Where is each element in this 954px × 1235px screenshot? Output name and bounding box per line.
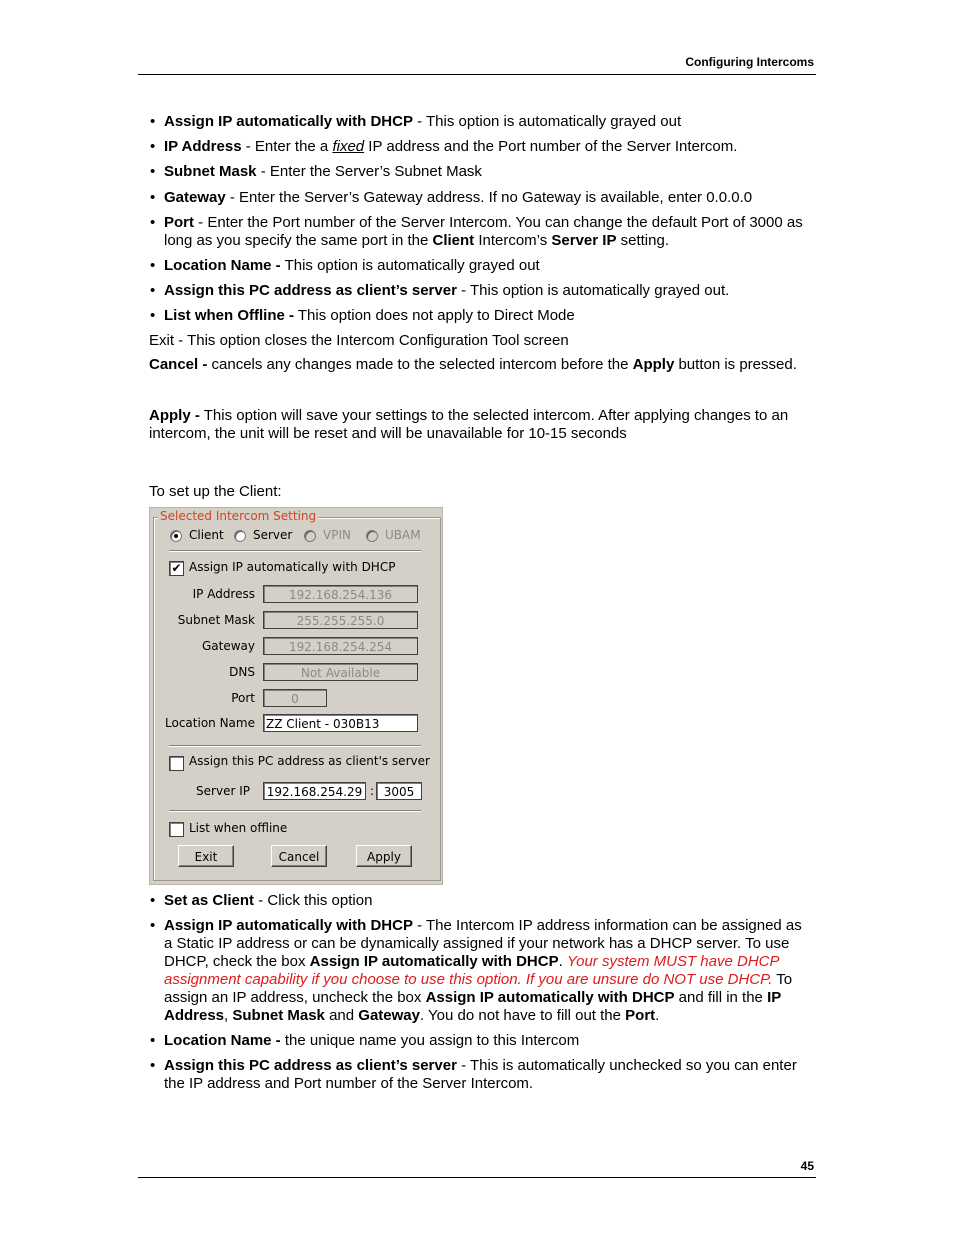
page-number: 45 — [800, 1159, 814, 1173]
radio-client-label: Client — [189, 528, 224, 542]
list-item: • Port - Enter the Port number of the Server Intercom. You can change the default Port of 3000 as long as you specify the same port in the Client Intercom’s Server IP setting. — [150, 214, 810, 250]
dns-label: DNS — [229, 665, 255, 679]
dhcp-label: Assign IP automatically with DHCP — [189, 560, 396, 574]
group-title: Selected Intercom Setting — [160, 509, 317, 523]
list-item: • Assign IP automatically with DHCP - This option is automatically grayed out — [150, 113, 810, 131]
list-item: • IP Address - Enter the a fixed IP address and the Port number of the Server Intercom. — [150, 138, 810, 156]
list-item: • Location Name - the unique name you assign to this Intercom — [150, 1032, 810, 1050]
radio-ubam[interactable] — [366, 530, 378, 542]
dhcp-checkbox[interactable]: ✔ — [169, 561, 184, 576]
list-item: • Assign this PC address as client’s server - This option is automatically grayed out. — [150, 282, 810, 300]
divider — [169, 745, 421, 747]
location-name-label: Location Name — [165, 716, 255, 730]
list-item: • Assign this PC address as client’s server - This is automatically unchecked so you can enter the IP address and Port number of the Server Intercom. — [150, 1057, 810, 1093]
ip-address-field[interactable]: 192.168.254.136 — [263, 585, 418, 603]
apply-button[interactable]: Apply — [356, 845, 412, 867]
port-field[interactable]: 0 — [263, 689, 327, 707]
radio-vpin[interactable] — [304, 530, 316, 542]
running-header: Configuring Intercoms — [685, 55, 814, 69]
radio-server-label: Server — [253, 528, 293, 542]
exit-description: Exit - This option closes the Intercom Configuration Tool screen — [149, 332, 569, 349]
divider — [169, 810, 421, 812]
exit-button[interactable]: Exit — [178, 845, 234, 867]
assign-pc-checkbox[interactable] — [169, 756, 184, 771]
radio-server[interactable] — [234, 530, 246, 542]
server-port-field[interactable]: 3005 — [376, 782, 422, 800]
ip-address-label: IP Address — [192, 587, 255, 601]
server-port-separator: : — [370, 784, 375, 798]
list-item: • Set as Client - Click this option — [150, 892, 810, 910]
gateway-label: Gateway — [201, 639, 255, 653]
list-item: • List when Offline - This option does not apply to Direct Mode — [150, 307, 810, 325]
option-list-server — [150, 113, 810, 325]
gateway-field[interactable]: 192.168.254.254 — [263, 637, 418, 655]
port-label: Port — [231, 691, 255, 705]
cancel-description: Cancel - cancels any changes made to the selected intercom before the Apply button is pressed. — [149, 356, 797, 373]
apply-description: Apply - This option will save your settings to the selected intercom. After applying changes to an intercom, the unit will be reset and will be unavailable for 10-15 seconds — [149, 407, 789, 442]
list-item: • Subnet Mask - Enter the Server’s Subnet Mask — [150, 163, 810, 181]
list-offline-checkbox[interactable] — [169, 822, 184, 837]
subnet-mask-label: Subnet Mask — [177, 613, 255, 627]
radio-client[interactable] — [170, 530, 182, 542]
server-ip-field[interactable]: 192.168.254.29 — [263, 782, 366, 800]
cancel-button[interactable]: Cancel — [271, 845, 327, 867]
intercom-settings-dialog — [149, 507, 443, 885]
list-item: • Location Name - This option is automatically grayed out — [150, 257, 810, 275]
footer-rule — [138, 1177, 816, 1178]
divider — [169, 550, 421, 552]
option-list-client — [150, 892, 810, 1093]
dhcp-warning: Your system MUST have DHCP assignment capability if you choose to use this option. If you are unsure do NOT use DHCP. — [164, 953, 779, 988]
list-item: • Assign IP automatically with DHCP - The Intercom IP address information can be assigned as a Static IP address or can be dynamically assigned if your network has a DHCP server. To use DHCP, check the box Assign IP automatically with DHCP. Your system MUST have DHCP assignment capability if you choose to use this option. If you are unsure do NOT use DHCP. To assign an IP address, uncheck the box Assign IP automatically with DHCP and fill in the IP Address, Subnet Mask and Gateway. You do not have to fill out the Port. — [150, 917, 810, 1025]
server-ip-label: Server IP — [196, 784, 250, 798]
list-offline-label: List when offline — [189, 821, 288, 835]
header-rule — [138, 74, 816, 75]
subnet-mask-field[interactable]: 255.255.255.0 — [263, 611, 418, 629]
list-item: • Gateway - Enter the Server’s Gateway address. If no Gateway is available, enter 0.0.0.0 — [150, 189, 810, 207]
radio-ubam-label: UBAM — [385, 528, 421, 542]
setup-intro: To set up the Client: — [149, 483, 282, 500]
radio-vpin-label: VPIN — [323, 528, 351, 542]
dns-field[interactable]: Not Available — [263, 663, 418, 681]
assign-pc-label: Assign this PC address as client's server — [189, 754, 430, 768]
location-name-field[interactable]: ZZ Client - 030B13 — [263, 714, 418, 732]
